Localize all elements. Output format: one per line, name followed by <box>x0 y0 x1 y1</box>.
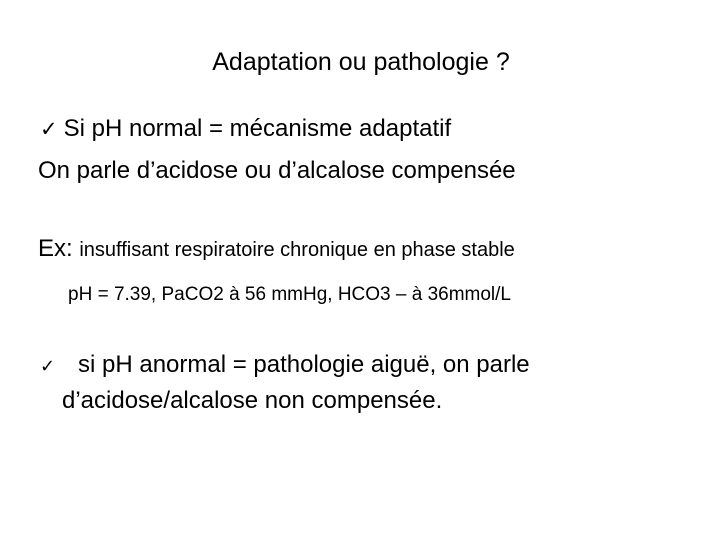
bullet-item-normal-ph <box>40 114 451 145</box>
example-prefix: Ex: <box>38 235 80 262</box>
text-line-non-compensated: d’acidose/alcalose non compensée. <box>62 387 443 414</box>
text-line-compensated: On parle d’acidose ou d’alcalose compensée <box>38 157 516 184</box>
bullet-text: si pH anormal = pathologie aiguë, on parle <box>78 351 530 378</box>
example-line <box>38 234 515 265</box>
check-mark-icon: ✓ <box>40 118 58 141</box>
example-text: insuffisant respiratoire chronique en phase stable <box>79 239 515 261</box>
check-mark-icon: ✓ <box>40 356 56 376</box>
example-values: pH = 7.39, PaCO2 à 56 mmHg, HCO3 – à 36mmol/L <box>68 284 512 305</box>
slide-title: Adaptation ou pathologie ? <box>212 48 510 76</box>
bullet-item-abnormal-ph <box>40 350 530 381</box>
bullet-text: Si pH normal = mécanisme adaptatif <box>63 115 452 142</box>
